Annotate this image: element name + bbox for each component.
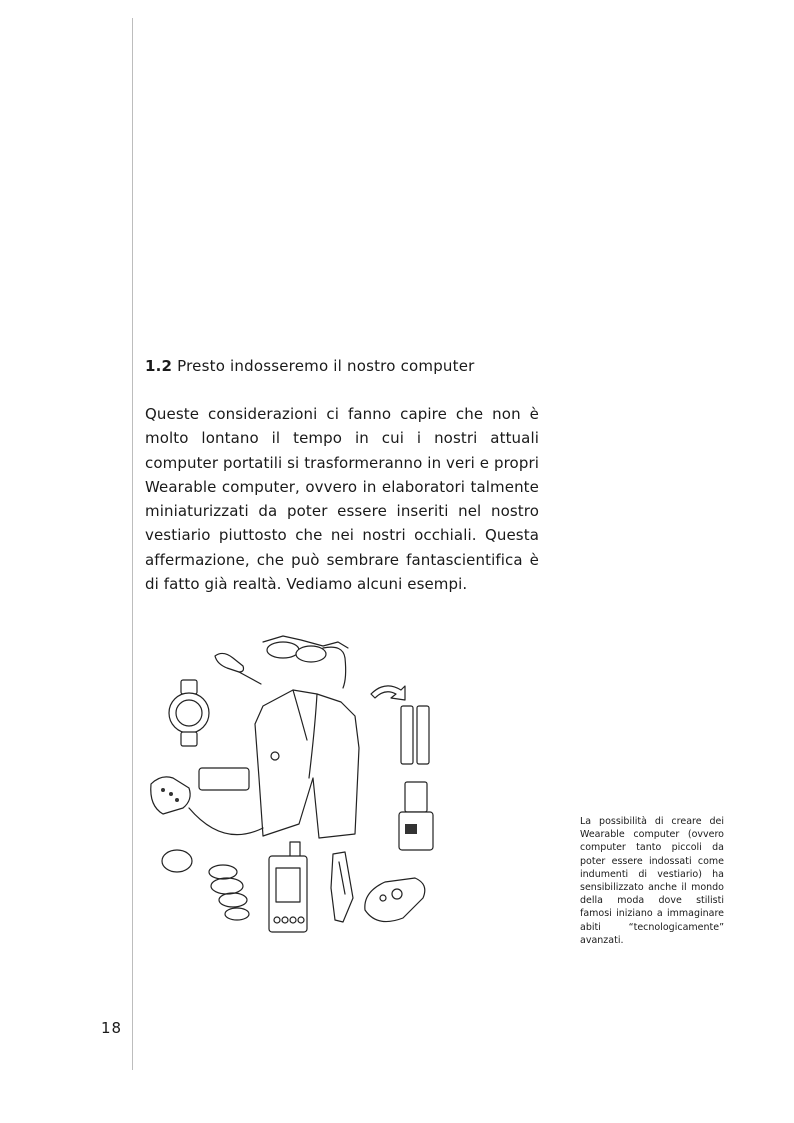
- vest-illustration: [255, 690, 359, 838]
- earpiece-illustration: [215, 653, 261, 684]
- figure-caption: La possibilità di creare dei Wearable computer (ovvero computer tanto piccoli da poter essere indossati come indumenti di vestiario) ha sensibilizzato anche il mondo della moda dove stilisti famosi iniziano a immaginare abiti “tecnologicamente” avanzati.: [580, 816, 724, 946]
- body-paragraph: Queste considerazioni ci fanno capire che non è molto lontano il tempo in cui i nostri attuali computer portatili si trasformeranno in veri e propri Wearable computer, ovvero in elaboratori talmente miniaturizzati da poter essere inseriti nel nostro vestiario piuttosto che nei nostri occhiali. Questa affermazione, che può sembrare fantascientifica è di fatto già realtà. Vediamo alcuni esempi.: [145, 405, 539, 594]
- camera-device-illustration: [399, 782, 433, 850]
- small-device-illustration: [199, 768, 249, 790]
- page-number: 18: [101, 1019, 123, 1037]
- phone-illustration: [331, 852, 353, 922]
- batteries-illustration: [401, 706, 429, 764]
- sensor-illustration: [162, 850, 192, 872]
- pda-illustration: [269, 842, 307, 932]
- section-title: Presto indosseremo il nostro computer: [177, 357, 475, 375]
- keypad-illustration: [151, 777, 190, 814]
- section-number: 1.2: [145, 357, 173, 375]
- remote-illustration: [365, 878, 425, 922]
- wearable-devices-illustration: [133, 628, 463, 940]
- coiled-cable-illustration: [209, 865, 249, 920]
- section-heading: [145, 357, 475, 375]
- watch-illustration: [169, 680, 209, 746]
- glasses-illustration: [263, 636, 348, 688]
- arrow-illustration: [371, 686, 405, 700]
